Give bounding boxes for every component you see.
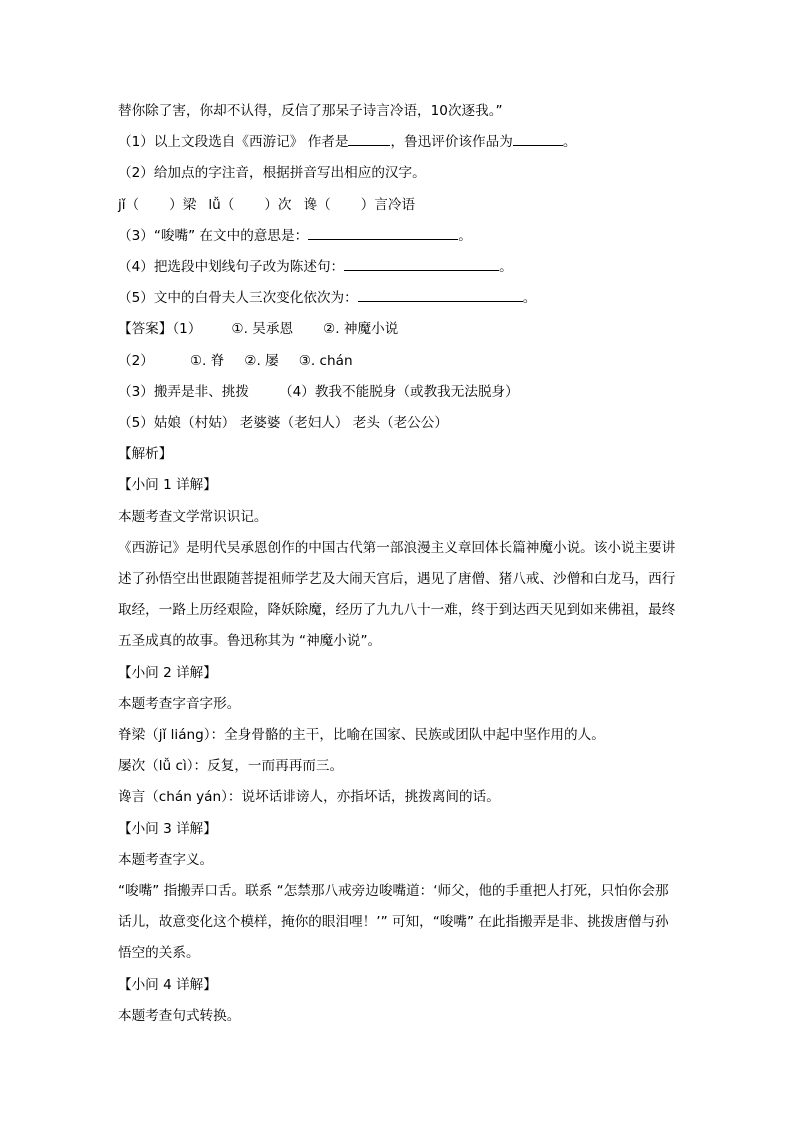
sub-question-4-desc: 本题考查句式转换。	[118, 1007, 241, 1024]
document-page	[118, 96, 678, 1032]
answer-blank[interactable]	[344, 253, 499, 271]
sub-question-1-desc: 本题考查文学常识识记。	[118, 508, 268, 525]
q3-text: （3）“唆嘴” 在文中的意思是：	[118, 227, 309, 244]
q4-end: 。	[499, 259, 513, 276]
pinyin-yan: ）言冷语	[360, 196, 416, 213]
q1-text-a: （1）以上文段选自《西游记》 作者是	[118, 134, 349, 151]
answer-2-part-1: ①. 脊	[189, 352, 225, 369]
answer-2-label: （2）	[118, 352, 154, 369]
pinyin-ci: ）次	[264, 196, 292, 213]
q3-end: 。	[458, 227, 472, 244]
answer-label: 【答案】（1）	[118, 321, 202, 338]
intro-text: 替你除了害，你却不认得，反信了那呆子诗言冷语，10次逐我。”	[118, 103, 503, 119]
answer-1-part-1: ①. 吴承恩	[231, 321, 294, 338]
answer-2-part-2: ②. 屡	[244, 352, 279, 369]
question-4	[118, 252, 678, 283]
sub-question-2-heading: 【小问 2 详解】	[118, 664, 217, 681]
answer-2	[118, 346, 678, 377]
question-2: （2）给加点的字注音，根据拼音写出相应的汉字。	[118, 165, 426, 182]
sub-question-1-heading: 【小问 1 详解】	[118, 477, 217, 494]
q5-end: 。	[522, 290, 537, 307]
answer-5: （5）姑娘（村姑） 老婆婆（老妇人） 老头（老公公）	[118, 415, 448, 432]
pinyin-ji: jǐ（	[118, 196, 140, 213]
answer-blank[interactable]	[358, 284, 523, 302]
answer-blank[interactable]	[308, 222, 458, 240]
q5-text: （5）文中的白骨夫人三次变化依次为：	[118, 290, 358, 307]
q1-text-c: 。	[562, 134, 577, 151]
question-2-pinyin	[118, 190, 678, 221]
pinyin-liang: ）梁	[169, 196, 197, 213]
sub-question-3-heading: 【小问 3 详解】	[118, 820, 217, 837]
sub-question-2-line-2: 屡次（lǚ cì）：反复，一而再再而三。	[118, 758, 344, 775]
answer-1	[118, 314, 678, 345]
answer-blank[interactable]	[348, 128, 390, 146]
sub-question-3-desc: 本题考查字义。	[118, 851, 214, 868]
answer-1-part-2: ②. 神魔小说	[323, 321, 399, 338]
pinyin-chan: 谗（	[303, 196, 331, 213]
q1-text-b: ，鲁迅评价该作品为	[390, 134, 513, 151]
answer-3-4	[118, 377, 678, 408]
answer-blank[interactable]	[513, 128, 563, 146]
sub-question-3-paragraph: “唆嘴” 指搬弄口舌。联系 “怎禁那八戒旁边唆嘴道：‘师父，他的手重把人打死，只怕你会那话儿，故意变化这个模样，掩你的眼泪哩！’” 可知，“唆嘴” 在此指搬弄是非、挑拨唐僧与孙悟空的关系。	[118, 883, 669, 962]
sub-question-2-line-1: 脊梁（jǐ liáng）：全身骨骼的主干，比喻在国家、民族或团队中起中坚作用的人。	[118, 727, 605, 744]
sub-question-1-paragraph: 《西游记》是明代吴承恩创作的中国古代第一部浪漫主义章回体长篇神魔小说。该小说主要讲述了孙悟空出世跟随菩提祖师学艺及大闹天宫后，遇见了唐僧、猪八戒、沙僧和白龙马，西行取经，一路上历经艰险，降妖除魔，经历了九九八十一难，终于到达西天见到如来佛祖，最终五圣成真的故事。鲁迅称其为 “神魔小说”。	[118, 539, 676, 650]
analysis-heading: 【解析】	[118, 446, 173, 463]
question-5	[118, 283, 678, 314]
question-1	[118, 127, 678, 158]
answer-2-part-3: ③. chán	[298, 352, 353, 369]
answer-3: （3）搬弄是非、挑拨	[118, 383, 249, 400]
q4-text: （4）把选段中划线句子改为陈述句：	[118, 259, 345, 276]
sub-question-2-desc: 本题考查字音字形。	[118, 695, 241, 712]
question-3	[118, 221, 678, 252]
answer-4: （4）教我不能脱身（或教我无法脱身）	[279, 383, 519, 400]
sub-question-4-heading: 【小问 4 详解】	[118, 976, 217, 993]
sub-question-2-line-3: 谗言（chán yán）：说坏话诽谤人，亦指坏话，挑拨离间的话。	[118, 789, 500, 806]
pinyin-lv: lǚ（	[208, 196, 235, 213]
